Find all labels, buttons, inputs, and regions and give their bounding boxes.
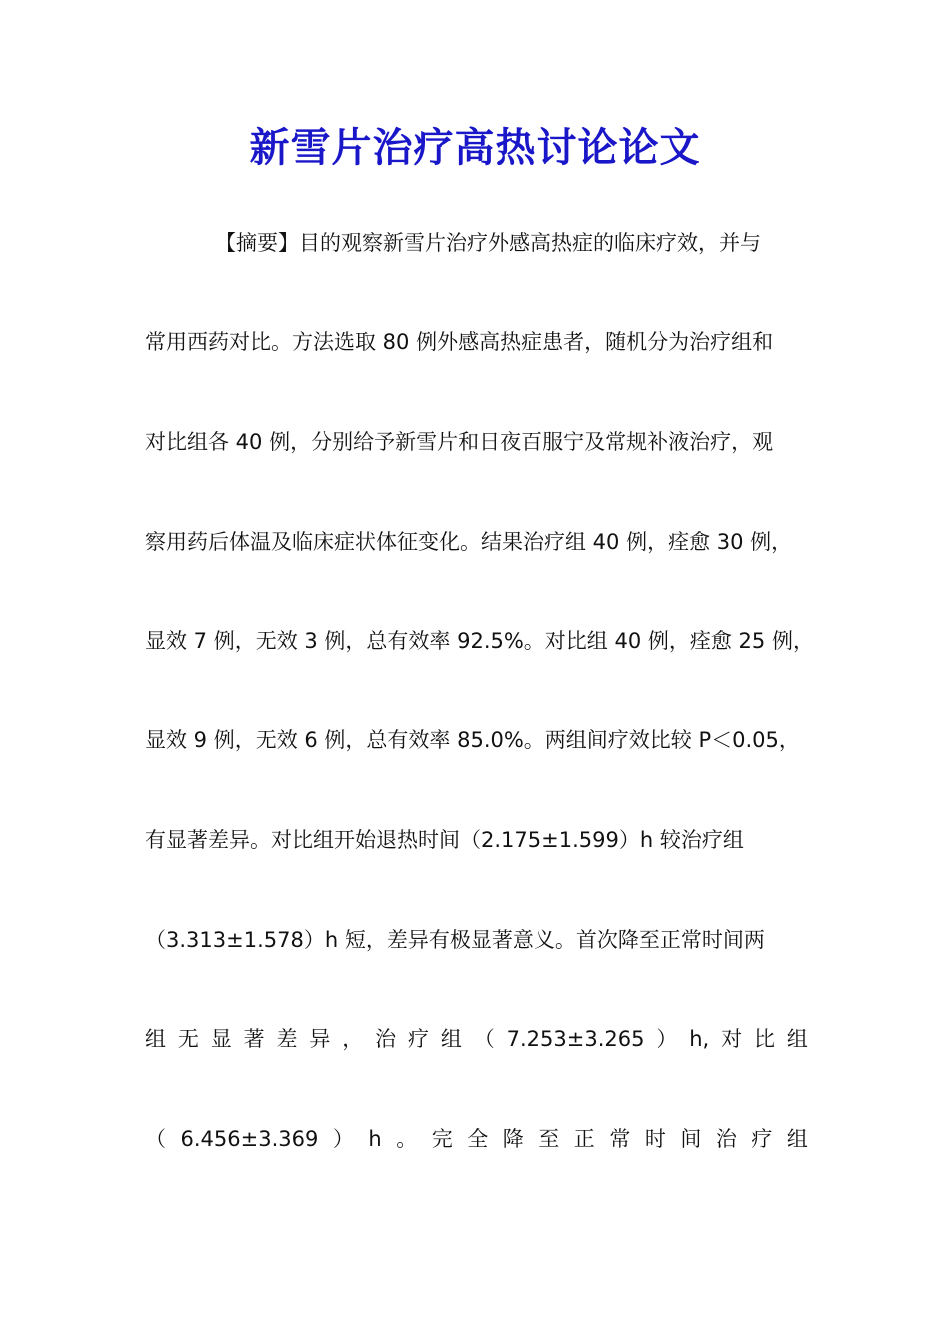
paragraph-line-3: 对比组各 40 例，分别给予新雪片和日夜百服宁及常规补液治疗，观 [145,430,774,454]
line-10-token: 至 [538,1127,560,1151]
line-10-token: 正 [573,1127,595,1151]
line-9-token: 著 [243,1027,265,1051]
paragraph-line-2: 常用西药对比。方法选取 80 例外感高热症患者，随机分为治疗组和 [145,330,774,354]
line-9-token: 7.253±3.265 [506,1027,645,1051]
paragraph-line-8: （3.313±1.578）h 短，差异有极显著意义。首次降至正常时间两 [145,928,765,952]
line-10-token: 间 [680,1127,702,1151]
line-10-token: 全 [467,1127,489,1151]
line-10-token: 降 [502,1127,524,1151]
paragraph-line-4: 察用药后体温及临床症状体征变化。结果治疗组 40 例，痊愈 30 例， [145,530,793,554]
paragraph-line-7: 有显著差异。对比组开始退热时间（2.175±1.599）h 较治疗组 [145,828,744,852]
line-9-token: （ [473,1027,495,1051]
line-10-token: 常 [609,1127,631,1151]
line-10-token: 组 [786,1127,808,1151]
paragraph-line-1: 【摘要】目的观察新雪片治疗外感高热症的临床疗效，并与 [215,231,761,255]
line-10-token: 完 [431,1127,453,1151]
line-10-token: 6.456±3.369 [180,1127,319,1151]
line-10-token: 治 [715,1127,737,1151]
document-title: 新雪片治疗高热讨论论文 [249,124,701,171]
line-9-token: ， [342,1027,364,1051]
line-9-token: 无 [177,1027,199,1051]
paragraph-line-10 [145,1124,808,1154]
line-9-token: 组 [440,1027,462,1051]
line-10-token: 时 [644,1127,666,1151]
line-9-token: h, [689,1027,710,1051]
line-9-token: 比 [753,1027,775,1051]
line-9-token: 显 [210,1027,232,1051]
line-9-token: 异 [309,1027,331,1051]
line-9-token: ） [656,1027,678,1051]
paragraph-line-5: 显效 7 例，无效 3 例，总有效率 92.5%。对比组 40 例，痊愈 25 例， [145,629,814,653]
line-10-token: （ [145,1127,166,1151]
line-9-token: 组 [786,1027,808,1051]
line-10-token: 。 [396,1127,418,1151]
line-9-token: 组 [145,1027,166,1051]
line-10-token: 疗 [751,1127,773,1151]
line-9-token: 对 [721,1027,743,1051]
paragraph-line-6: 显效 9 例，无效 6 例，总有效率 85.0%。两组间疗效比较 P＜0.05， [145,728,800,752]
line-9-token: 疗 [408,1027,429,1051]
line-9-token: 差 [276,1027,298,1051]
line-10-token: h [368,1127,382,1151]
line-10-token: ） [332,1127,354,1151]
line-9-token: 治 [375,1027,397,1051]
paragraph-line-9 [145,1024,808,1054]
